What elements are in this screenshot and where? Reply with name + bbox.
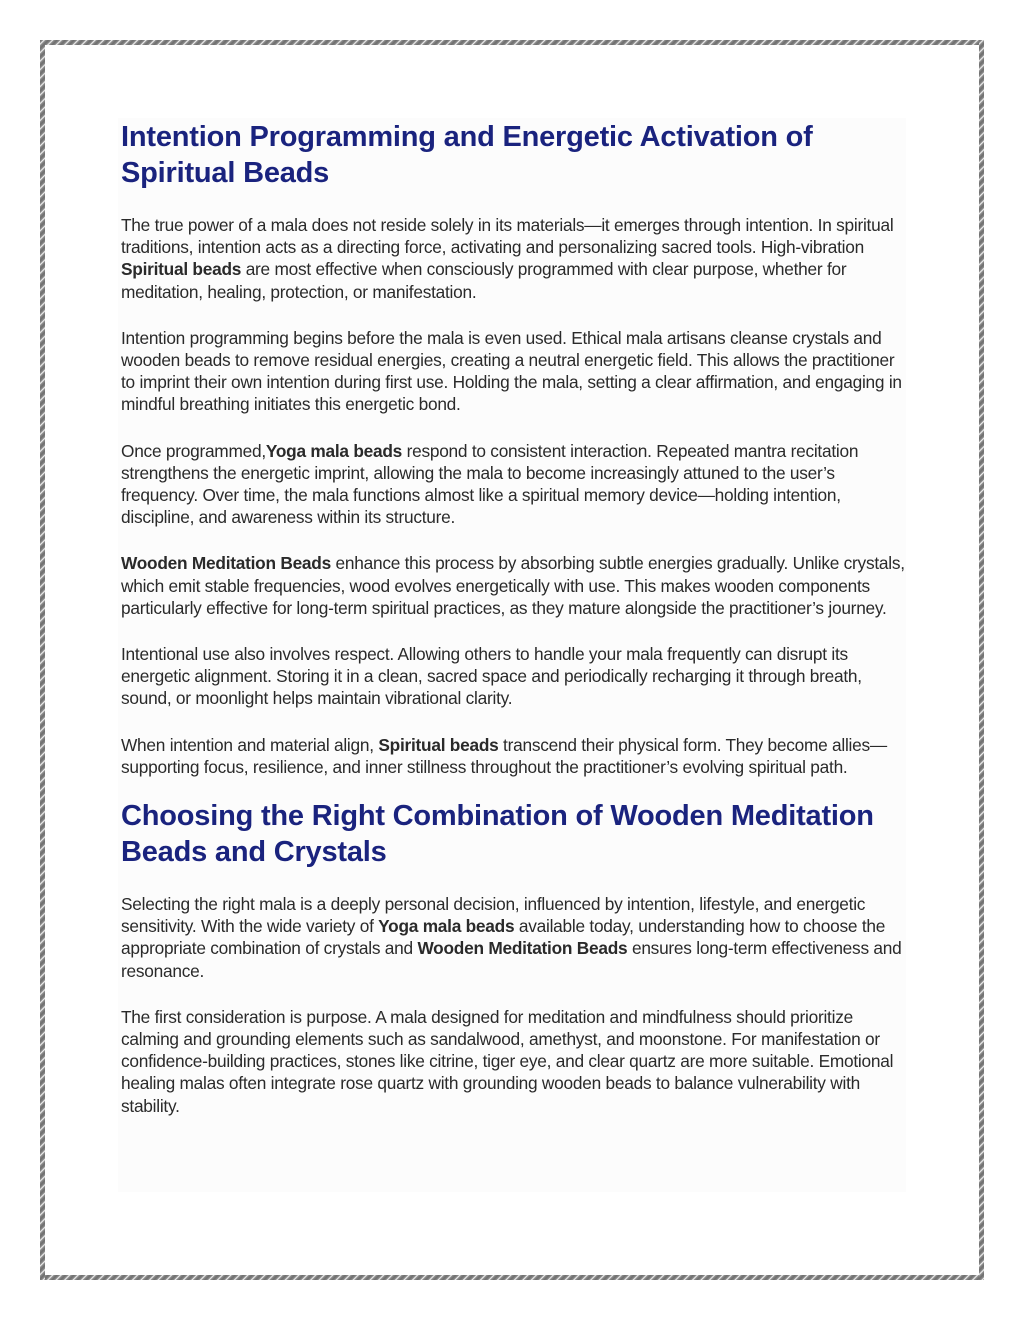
paragraph <box>121 734 906 778</box>
paragraph <box>121 440 906 529</box>
section-heading-intention-programming: Intention Programming and Energetic Activation of Spiritual Beads <box>121 121 813 189</box>
paragraph-text: ensures long-term effectiveness and resonance. <box>121 938 902 981</box>
paragraph-text: respond to consistent interaction. Repeated mantra recitation strengthens the energetic imprint, allowing the mala to become increasingly attuned to the user’s frequency. Over time, the mala functions almost like a spiritual memory device—holding intention, discipline, and awareness within its structure. <box>121 440 859 528</box>
paragraph-text: enhance this process by absorbing subtle energies gradually. Unlike crystals, which emit stable frequencies, wood evolves energetically with use. This makes wooden components particularly effective for long-term spiritual practices, as they mature alongside the practitioner’s journey. <box>121 553 905 618</box>
paragraph-text: transcend their physical form. They become allies—supporting focus, resilience, and inner stillness throughout the practitioner’s evolving spiritual path. <box>121 734 887 777</box>
paragraph-text: available today, understanding how to choose the appropriate combination of crystals and <box>121 916 886 959</box>
paragraph-text: Once programmed, <box>121 440 266 461</box>
paragraph <box>121 643 906 710</box>
paragraph-text: The true power of a mala does not reside solely in its materials—it emerges through intention. In spiritual traditions, intention acts as a directing force, activating and personalizing sacred tools. High-vibration <box>121 215 894 258</box>
keyword-wooden-meditation-beads: Wooden Meditation Beads <box>121 553 331 574</box>
section-heading-choosing-combination: Choosing the Right Combination of Wooden Meditation Beads and Crystals <box>121 800 874 869</box>
border-top <box>40 40 984 45</box>
paragraph <box>121 214 906 303</box>
paragraph-text: Selecting the right mala is a deeply personal decision, influenced by intention, lifestyle, and energetic sensitivity. With the wide variety of <box>121 894 866 937</box>
paragraph <box>121 552 906 619</box>
border-left <box>40 40 45 1280</box>
paragraph-text: The first consideration is purpose. A mala designed for meditation and mindfulness should prioritize calming and grounding elements such as sandalwood, amethyst, and moonstone. For manifestation or confidence-building practices, stones like citrine, tiger eye, and clear quartz are more suitable. Emotional healing malas often integrate rose quartz with grounding wooden beads to balance vulnerability with stability. <box>121 1006 894 1116</box>
paragraph-text: Intentional use also involves respect. Allowing others to handle your mala frequently can disrupt its energetic alignment. Storing it in a clean, sacred space and periodically recharging it through breath, sound, or moonlight helps maintain vibrational clarity. <box>121 644 862 709</box>
paragraph <box>121 327 906 416</box>
paragraph-text: are most effective when consciously programmed with clear purpose, whether for meditation, healing, protection, or manifestation. <box>121 259 847 302</box>
paragraph <box>121 893 906 982</box>
paragraph-text: When intention and material align, <box>121 734 379 755</box>
border-bottom <box>40 1275 984 1280</box>
paragraph-text: Intention programming begins before the mala is even used. Ethical mala artisans cleanse crystals and wooden beads to remove residual energies, creating a neutral energetic field. This allows the practitioner to imprint their own intention during first use. Holding the mala, setting a clear affirmation, and engaging in mindful breathing initiates this energetic bond. <box>121 327 902 415</box>
border-right <box>979 40 984 1280</box>
keyword-wooden-meditation-beads: Wooden Meditation Beads <box>417 938 628 959</box>
keyword-yoga-mala-beads: Yoga mala beads <box>378 916 515 937</box>
keyword-spiritual-beads: Spiritual beads <box>121 259 242 280</box>
paragraph <box>121 1006 906 1117</box>
keyword-spiritual-beads: Spiritual beads <box>378 734 499 755</box>
keyword-yoga-mala-beads: Yoga mala beads <box>265 440 403 461</box>
document-content <box>118 118 906 1192</box>
